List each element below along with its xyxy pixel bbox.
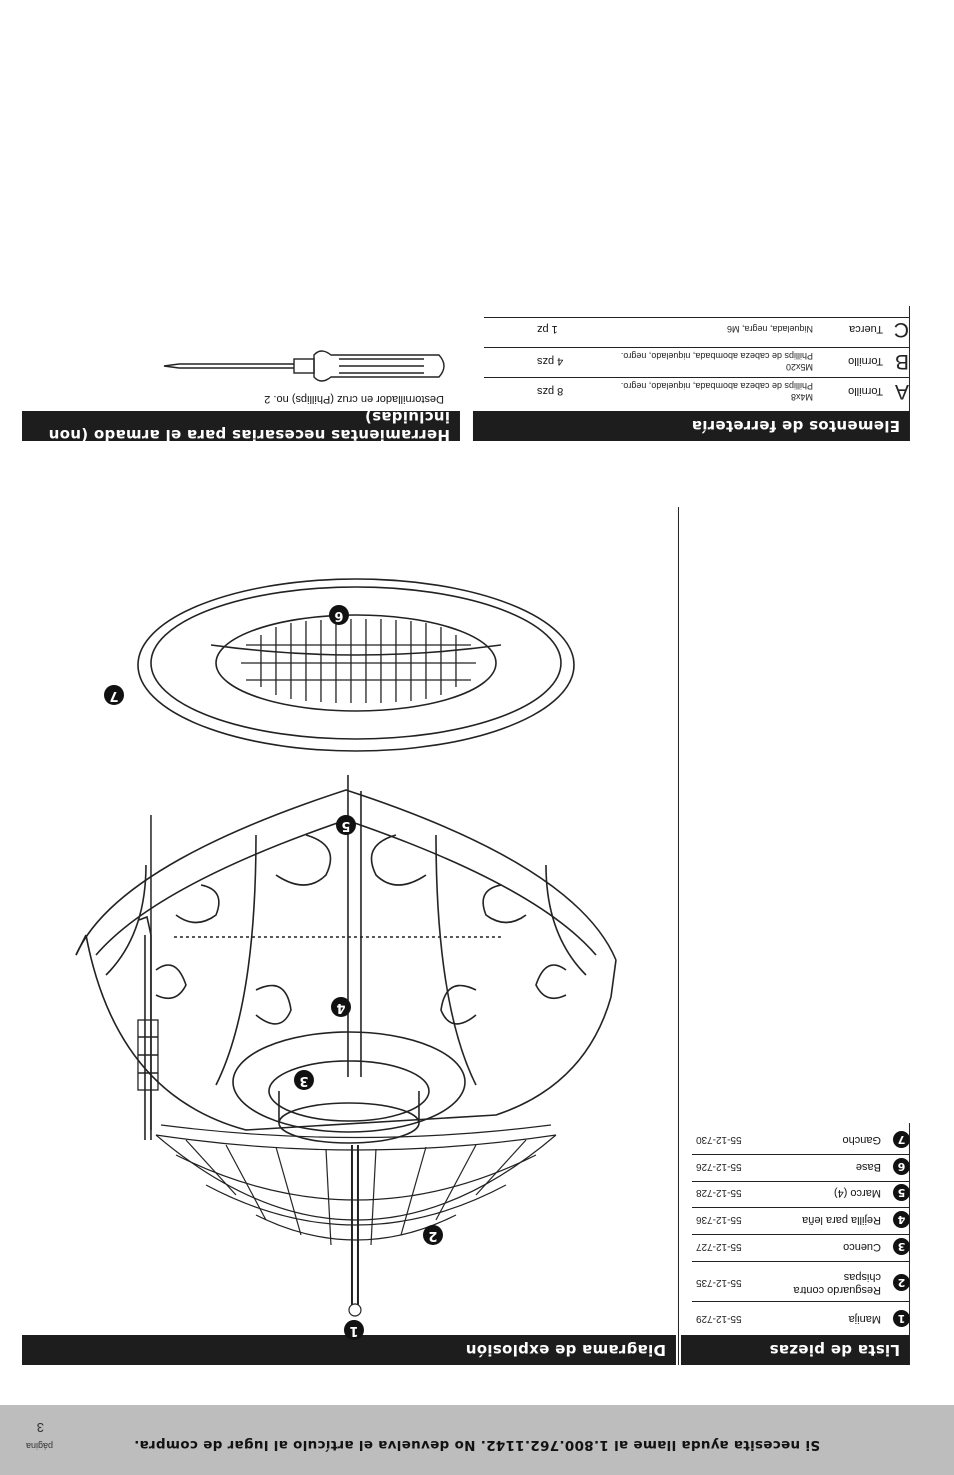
exploded-diagram-header — [22, 1335, 676, 1365]
hardware-finish: Phillips de cabeza abombada, niquelado, negro. — [620, 351, 813, 361]
grate-part — [241, 619, 476, 703]
exploded-diagram-title: Diagrama de explosión — [465, 1341, 666, 1359]
hardware-spec: Niquelada, negra, M6 — [726, 324, 813, 335]
list-item — [692, 1211, 910, 1228]
diagram-callout-3: 3 — [294, 1070, 314, 1090]
hook-part-drawn — [138, 917, 158, 1140]
exploded-diagram — [22, 515, 676, 1335]
footer-bar — [0, 1405, 954, 1475]
hardware-header — [473, 411, 910, 441]
list-item — [692, 1158, 910, 1175]
part-number-badge: 2 — [893, 1275, 910, 1292]
hardware-row — [537, 379, 909, 403]
part-name: Cuenco — [843, 1241, 881, 1253]
hardware-letter: A — [894, 380, 909, 403]
part-name: Manija — [848, 1313, 881, 1325]
page-label: página — [25, 1441, 53, 1451]
diagram-callout-6: 6 — [329, 605, 349, 625]
part-number-badge: 7 — [893, 1131, 910, 1148]
spark-screen-part — [156, 1125, 556, 1316]
hardware-finish: Phillips de cabeza abombada, niquelado, negro. — [620, 381, 813, 391]
hardware-title: Elementos de ferretería — [691, 417, 900, 435]
list-item — [692, 1270, 910, 1296]
hardware-list — [474, 305, 954, 411]
hardware-row — [537, 349, 909, 373]
hardware-qty: 8 pzs — [537, 385, 564, 397]
part-code: 55-12-736 — [696, 1214, 742, 1225]
part-code: 55-12-726 — [696, 1161, 742, 1172]
hardware-desc — [603, 380, 813, 402]
part-number-badge: 4 — [893, 1211, 910, 1228]
diagram-callout-7: 7 — [104, 685, 124, 705]
part-name: Resguardo contra chispas — [793, 1271, 881, 1296]
column-divider — [678, 507, 679, 1365]
base-part — [233, 1032, 465, 1143]
part-name: Base — [855, 1161, 881, 1173]
parts-list-header — [681, 1335, 910, 1365]
hardware-row — [537, 317, 909, 341]
parts-list-title: Lista de piezas — [769, 1341, 900, 1359]
list-item — [692, 1131, 910, 1148]
hardware-spec: M4x8 — [790, 392, 813, 402]
hardware-desc — [603, 350, 813, 372]
tools-border — [459, 411, 460, 441]
diagram-callout-1: 1 — [344, 1320, 364, 1340]
part-code: 55-12-729 — [696, 1313, 742, 1324]
screwdriver-icon — [159, 340, 449, 395]
diagram-callout-5: 5 — [336, 815, 356, 835]
part-number-badge: 6 — [893, 1158, 910, 1175]
tool-caption: Destornillador en cruz (Phillips) no. 2 — [264, 393, 444, 405]
hardware-qty: 1 pz — [537, 323, 558, 335]
hardware-letter: C — [893, 318, 909, 341]
part-name: Marco (4) — [833, 1187, 881, 1199]
tools-header — [22, 408, 460, 444]
hardware-desc — [603, 324, 813, 335]
hardware-spec: M5x20 — [785, 362, 813, 372]
part-code: 55-12-735 — [696, 1277, 742, 1289]
hook-part — [22, 815, 151, 1335]
part-code: 55-12-727 — [696, 1241, 742, 1252]
tools-title: Herramientas necesarias para el armado (non incluidas) — [48, 408, 450, 444]
part-number-badge: 3 — [893, 1238, 910, 1255]
page-number: 3 — [36, 1420, 44, 1435]
part-code: 55-12-728 — [696, 1187, 742, 1198]
list-item — [692, 1310, 910, 1327]
hardware-qty: 4 pzs — [537, 355, 564, 367]
list-item — [692, 1184, 910, 1201]
diagram-callout-2: 2 — [423, 1225, 443, 1245]
hardware-name: Tuerca — [849, 323, 883, 335]
diagram-callout-4: 4 — [331, 997, 351, 1017]
part-code: 55-12-730 — [696, 1134, 742, 1145]
part-number-badge: 5 — [893, 1184, 910, 1201]
hardware-name: Tornillo — [848, 385, 883, 397]
parts-list — [680, 1123, 920, 1335]
hardware-letter: B — [894, 350, 909, 373]
part-name: Rejilla para leña — [802, 1214, 881, 1226]
hardware-name: Tornillo — [848, 355, 883, 367]
list-item — [692, 1238, 910, 1255]
part-number-badge: 1 — [893, 1310, 910, 1327]
part-name: Gancho — [842, 1134, 881, 1146]
bowl-part — [138, 579, 574, 751]
help-message: Si necesita ayuda llame al 1.800.762.1142. No devuelva el artículo al lugar de compra. — [133, 1437, 821, 1453]
